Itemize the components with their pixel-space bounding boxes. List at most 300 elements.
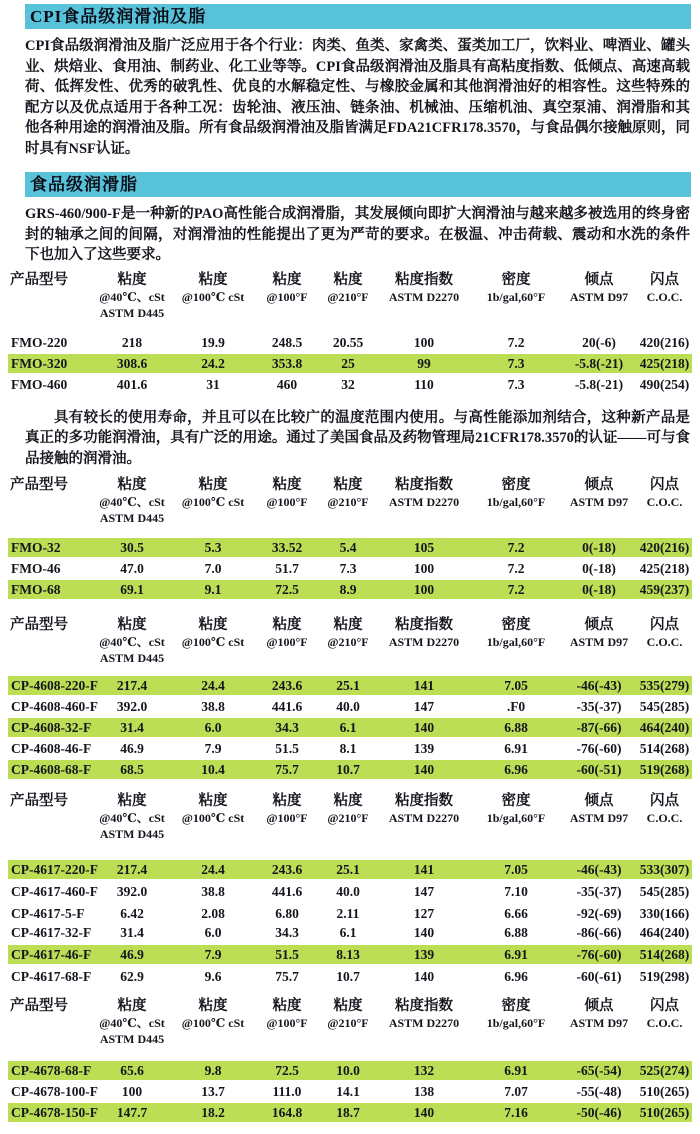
- column-header-line: ASTM D97: [569, 495, 629, 509]
- table-cell: 20(-6): [582, 334, 616, 350]
- table-cell: 8.13: [336, 947, 360, 962]
- column-header: [8, 272, 93, 289]
- table-body: [8, 860, 692, 986]
- column-header-line: @40℃、cSt: [99, 635, 165, 649]
- product-model: FMO-68: [11, 582, 61, 597]
- column-header-line: @210°F: [327, 811, 369, 825]
- column-header-line: 粘度: [333, 477, 363, 493]
- column-header-line: 粘度: [333, 793, 363, 809]
- table-cell: 9.1: [204, 582, 222, 597]
- column-header: [319, 998, 377, 1031]
- table-cell: 31: [206, 376, 220, 392]
- table-cell: 18.2: [201, 1105, 225, 1120]
- table-cell: 6.88: [504, 720, 528, 735]
- product-model: CP-4617-460-F: [11, 884, 98, 899]
- table-cell: 9.6: [204, 969, 222, 984]
- table-cell: 2.11: [336, 906, 360, 921]
- column-header: [171, 272, 255, 305]
- table-cell: -50(-46): [576, 1105, 622, 1120]
- table-cell: 38.8: [201, 699, 225, 714]
- table-cell: 6.0: [204, 925, 222, 940]
- table-cell: 218: [121, 334, 143, 350]
- column-header-line: @210°F: [327, 635, 369, 649]
- table-cell: 8.1: [339, 741, 357, 756]
- product-model: CP-4678-150-F: [11, 1105, 98, 1120]
- column-header-line: @210°F: [327, 1016, 369, 1030]
- column-header: [471, 793, 561, 826]
- table-cell: 111.0: [272, 1084, 302, 1099]
- table-cell: 47.0: [120, 561, 144, 576]
- table-cell: 0(-18): [582, 582, 616, 597]
- table-cell: 32: [341, 376, 355, 392]
- column-header: [377, 998, 471, 1031]
- column-header-line: 粘度: [198, 477, 228, 493]
- spec-table-cp4678: [8, 998, 692, 1122]
- column-header: [255, 998, 319, 1031]
- table-cell: 464(240): [639, 720, 690, 735]
- table-cell: 25.1: [336, 862, 360, 877]
- column-header: [377, 272, 471, 305]
- table-cell: 139: [413, 947, 435, 962]
- table-cell: 6.1: [339, 925, 357, 940]
- column-header: [561, 998, 637, 1031]
- table-body: [8, 333, 692, 394]
- column-header-line: 闪点: [650, 477, 679, 493]
- column-header-line: C.O.C.: [646, 635, 683, 649]
- table-cell: 425(218): [639, 561, 690, 576]
- column-header-line: 闪点: [650, 998, 679, 1014]
- product-model: CP-4678-100-F: [11, 1084, 98, 1099]
- table-header-row: [8, 617, 692, 666]
- table-cell: 510(265): [639, 1084, 690, 1099]
- table-cell: 0(-18): [582, 561, 616, 576]
- table-cell: -60(-51): [576, 762, 622, 777]
- table-cell: 420(216): [639, 540, 690, 555]
- table-cell: 33.52: [271, 540, 303, 555]
- table-cell: -46(-43): [576, 862, 622, 877]
- table-cell: -65(-54): [576, 1063, 622, 1078]
- column-header-line: 倾点: [584, 477, 614, 493]
- table-cell: 7.3: [507, 355, 525, 371]
- column-header: [561, 272, 637, 305]
- table-body: [8, 676, 692, 779]
- table-body: [8, 538, 692, 599]
- column-header: [637, 998, 692, 1031]
- column-header-line: 密度: [501, 793, 531, 809]
- column-header-line: 倾点: [584, 998, 614, 1014]
- table-row: [8, 904, 692, 923]
- table-row: [8, 923, 692, 942]
- table-cell: 5.4: [339, 540, 357, 555]
- column-header-line: @40℃、cSt: [99, 495, 165, 509]
- table-cell: -5.8(-21): [574, 355, 624, 371]
- table-cell: 132: [413, 1063, 435, 1078]
- table-cell: .F0: [506, 699, 526, 714]
- column-header-line: @100℃ cSt: [181, 289, 245, 304]
- column-header-line: ASTM D97: [569, 811, 629, 825]
- table-cell: 34.3: [275, 925, 299, 940]
- table-cell: 330(166): [639, 906, 690, 921]
- table-cell: 25: [341, 355, 355, 371]
- column-header-line: 闪点: [650, 617, 679, 633]
- column-header-line: ASTM D97: [569, 289, 629, 304]
- table-cell: 2.08: [201, 906, 225, 921]
- table-row: [8, 1061, 692, 1080]
- column-header: [561, 793, 637, 826]
- column-header: [93, 793, 171, 842]
- product-model: CP-4617-5-F: [11, 906, 85, 921]
- table-cell: 6.91: [504, 947, 528, 962]
- table-cell: 46.9: [120, 741, 144, 756]
- product-model: CP-4608-220-F: [11, 678, 98, 693]
- table-row: [8, 860, 692, 879]
- column-header-line: 密度: [501, 617, 531, 633]
- column-header: [319, 477, 377, 510]
- column-header: [377, 793, 471, 826]
- column-header: [255, 272, 319, 305]
- column-header-line: 闪点: [650, 793, 679, 809]
- column-header-line: 粘度: [333, 617, 363, 633]
- table-cell: -35(-37): [576, 699, 622, 714]
- table-cell: 100: [413, 561, 435, 576]
- table-cell: 7.05: [504, 862, 528, 877]
- table-cell: 24.2: [201, 355, 225, 371]
- table-cell: 24.4: [201, 678, 225, 693]
- column-header-line: 粘度: [198, 617, 228, 633]
- column-header-line: 产品型号: [10, 617, 68, 633]
- table-row: [8, 882, 692, 901]
- table-row: [8, 333, 692, 352]
- column-header-line: ASTM D445: [99, 511, 165, 525]
- product-model: CP-4608-46-F: [11, 741, 92, 756]
- product-model: CP-4608-68-F: [11, 762, 92, 777]
- table-cell: 425(218): [639, 355, 690, 371]
- table-cell: 31.4: [120, 925, 144, 940]
- column-header: [637, 617, 692, 650]
- column-header: [8, 998, 93, 1015]
- table-cell: 7.3: [507, 376, 525, 392]
- column-header-line: 产品型号: [10, 477, 68, 493]
- table-cell: 6.0: [204, 720, 222, 735]
- table-cell: 24.4: [201, 862, 225, 877]
- table-cell: 6.96: [504, 969, 528, 984]
- table-cell: 65.6: [120, 1063, 144, 1078]
- table-cell: 545(285): [639, 699, 690, 714]
- table-cell: 10.7: [336, 969, 360, 984]
- column-header: [471, 272, 561, 305]
- column-header-line: ASTM D2270: [388, 289, 460, 304]
- table-cell: 75.7: [275, 969, 299, 984]
- product-model: CP-4608-32-F: [11, 720, 92, 735]
- column-header-line: @40℃、cSt: [99, 811, 165, 825]
- column-header-line: 粘度: [198, 793, 228, 809]
- column-header-line: 粘度: [272, 617, 302, 633]
- column-header-line: C.O.C.: [646, 1016, 683, 1030]
- table-cell: 51.5: [275, 947, 299, 962]
- table-cell: 6.91: [504, 741, 528, 756]
- table-cell: 308.6: [116, 355, 148, 371]
- column-header: [93, 272, 171, 321]
- table-cell: 533(307): [639, 862, 690, 877]
- product-model: FMO-460: [11, 376, 68, 392]
- table-cell: 7.9: [204, 741, 222, 756]
- table-cell: 147: [413, 699, 435, 714]
- table-cell: 147: [413, 884, 435, 899]
- column-header-line: 粘度: [333, 271, 363, 288]
- spec-table-cp4608: [8, 617, 692, 779]
- column-header-line: 粘度指数: [395, 617, 453, 633]
- column-header: [8, 477, 93, 494]
- table-row: [8, 760, 692, 779]
- column-header-line: 粘度: [117, 793, 147, 809]
- column-header-line: 闪点: [650, 271, 679, 288]
- table-cell: 13.7: [201, 1084, 225, 1099]
- table-cell: 139: [413, 741, 435, 756]
- table-cell: 7.2: [507, 334, 525, 350]
- column-header: [93, 477, 171, 526]
- table-cell: 519(268): [639, 762, 690, 777]
- table-cell: 6.96: [504, 762, 528, 777]
- table-cell: -55(-48): [576, 1084, 622, 1099]
- table-cell: 140: [413, 720, 435, 735]
- table-cell: 9.8: [204, 1063, 222, 1078]
- column-header: [171, 617, 255, 650]
- table-cell: 392.0: [116, 884, 148, 899]
- column-header-line: @100°F: [266, 495, 308, 509]
- table-cell: 18.7: [336, 1105, 360, 1120]
- table-cell: 514(268): [639, 741, 690, 756]
- table-row: [8, 559, 692, 578]
- table-cell: 510(265): [639, 1105, 690, 1120]
- product-model: CP-4608-460-F: [11, 699, 98, 714]
- table-cell: 353.8: [271, 355, 303, 371]
- table-cell: -35(-37): [576, 884, 622, 899]
- column-header-line: ASTM D445: [99, 305, 165, 320]
- table-cell: 248.5: [271, 334, 303, 350]
- table-row: [8, 375, 692, 394]
- product-model: FMO-320: [11, 355, 68, 371]
- column-header: [637, 793, 692, 826]
- product-model: CP-4617-32-F: [11, 925, 92, 940]
- column-header-line: ASTM D97: [569, 1016, 629, 1030]
- table-row: [8, 697, 692, 716]
- table-cell: 140: [413, 762, 435, 777]
- column-header: [171, 793, 255, 826]
- column-header: [377, 477, 471, 510]
- table-cell: 38.8: [201, 884, 225, 899]
- table-cell: 6.66: [504, 906, 528, 921]
- column-header: [471, 998, 561, 1031]
- column-header-line: 密度: [501, 271, 531, 288]
- column-header-line: @100°F: [266, 635, 308, 649]
- table-cell: 519(298): [639, 969, 690, 984]
- column-header-line: @40℃、cSt: [99, 289, 165, 304]
- column-header-line: ASTM D445: [99, 1032, 165, 1046]
- table-cell: 72.5: [275, 582, 299, 597]
- table-cell: 7.05: [504, 678, 528, 693]
- column-header-line: 倾点: [584, 271, 614, 288]
- table-cell: 6.80: [275, 906, 299, 921]
- column-header-line: ASTM D2270: [388, 635, 460, 649]
- table-cell: 40.0: [336, 699, 360, 714]
- column-header-line: 粘度指数: [395, 477, 453, 493]
- table-cell: 7.07: [504, 1084, 528, 1099]
- table-header-row: [8, 477, 692, 526]
- column-header-line: 1b/gal,60°F: [486, 811, 546, 825]
- table-cell: 6.42: [120, 906, 144, 921]
- column-header-line: 粘度: [198, 998, 228, 1014]
- column-header: [471, 617, 561, 650]
- table-cell: 7.2: [507, 540, 525, 555]
- column-header: [8, 793, 93, 810]
- table-cell: 147.7: [116, 1105, 148, 1120]
- table-cell: -46(-43): [576, 678, 622, 693]
- column-header-line: @40℃、cSt: [99, 1016, 165, 1030]
- product-model: FMO-220: [11, 334, 68, 350]
- table-body: [8, 1061, 692, 1122]
- table-cell: -76(-60): [576, 947, 622, 962]
- product-model: FMO-46: [11, 561, 61, 576]
- table-cell: 6.88: [504, 925, 528, 940]
- column-header: [255, 617, 319, 650]
- column-header-line: 粘度: [117, 998, 147, 1014]
- column-header-line: 粘度: [117, 617, 147, 633]
- table-row: [8, 967, 692, 986]
- column-header: [8, 617, 93, 634]
- table-row: [8, 538, 692, 557]
- column-header-line: 产品型号: [10, 998, 68, 1014]
- table-cell: -87(-66): [576, 720, 622, 735]
- table-cell: 6.91: [504, 1063, 528, 1078]
- table-cell: 14.1: [336, 1084, 360, 1099]
- table-cell: 243.6: [271, 862, 303, 877]
- table-cell: 40.0: [336, 884, 360, 899]
- table-cell: -5.8(-21): [574, 376, 624, 392]
- column-header: [561, 617, 637, 650]
- table-cell: 140: [413, 1105, 435, 1120]
- grease-section-title: 食品级润滑脂: [30, 175, 138, 194]
- section-title-bar-oils: [25, 4, 691, 29]
- table-cell: 75.7: [275, 762, 299, 777]
- table-cell: 105: [413, 540, 435, 555]
- product-model: CP-4617-46-F: [11, 947, 92, 962]
- page-title: CPI食品级润滑油及脂: [30, 7, 207, 26]
- table-cell: 392.0: [116, 699, 148, 714]
- table-cell: 100: [413, 334, 435, 350]
- grease-paragraph: GRS-460/900-F是一种新的PAO高性能合成润滑脂，其发展倾向即扩大润滑油与越来越多被选用的终身密封的轴承之间的间隔，对润滑油的性能提出了更为严苛的要求。在极温、冲击荷载、震动和水洗的条件下也加入了这些要求。: [25, 206, 690, 263]
- column-header: [255, 793, 319, 826]
- column-header-line: @210°F: [327, 289, 369, 304]
- column-header-line: C.O.C.: [646, 811, 683, 825]
- table-header-row: [8, 793, 692, 842]
- table-cell: 441.6: [271, 699, 303, 714]
- column-header: [93, 998, 171, 1047]
- column-header-line: 粘度: [272, 998, 302, 1014]
- fmo-note-paragraph: 具有较长的使用寿命，并且可以在比较广的温度范围内使用。与高性能添加剂结合，这种新产品是真正的多功能润滑油，具有广泛的用途。通过了美国食品及药物管理局21CFR178.3570的认证——可与食品接触的润滑油。: [25, 409, 690, 467]
- table-cell: 401.6: [116, 376, 148, 392]
- table-cell: 20.55: [332, 334, 364, 350]
- column-header-line: 倾点: [584, 793, 614, 809]
- column-header-line: 1b/gal,60°F: [486, 495, 546, 509]
- table-cell: 138: [413, 1084, 435, 1099]
- column-header-line: 粘度: [272, 271, 302, 288]
- table-cell: 7.2: [507, 582, 525, 597]
- table-cell: 68.5: [120, 762, 144, 777]
- table-cell: 141: [413, 862, 435, 877]
- table-cell: 127: [413, 906, 435, 921]
- column-header-line: 粘度: [117, 477, 147, 493]
- table-cell: 31.4: [120, 720, 144, 735]
- column-header-line: ASTM D97: [569, 635, 629, 649]
- column-header-line: ASTM D2270: [388, 811, 460, 825]
- table-cell: 164.8: [271, 1105, 303, 1120]
- table-cell: 217.4: [116, 862, 148, 877]
- table-cell: 0(-18): [582, 540, 616, 555]
- table-cell: 514(268): [639, 947, 690, 962]
- table-cell: -92(-69): [576, 906, 622, 921]
- column-header: [637, 272, 692, 305]
- column-header: [377, 617, 471, 650]
- column-header: [637, 477, 692, 510]
- table-cell: 7.16: [504, 1105, 528, 1120]
- column-header: [171, 998, 255, 1031]
- table-cell: 46.9: [120, 947, 144, 962]
- product-model: CP-4617-220-F: [11, 862, 98, 877]
- column-header-line: @100℃ cSt: [181, 495, 245, 509]
- table-cell: 6.1: [339, 720, 357, 735]
- table-row: [8, 580, 692, 599]
- table-row: [8, 945, 692, 964]
- column-header: [319, 617, 377, 650]
- table-cell: 464(240): [639, 925, 690, 940]
- column-header-line: @100°F: [266, 811, 308, 825]
- table-cell: -86(-66): [576, 925, 622, 940]
- table-header-row: [8, 272, 692, 321]
- table-cell: 99: [417, 355, 431, 371]
- column-header-line: ASTM D2270: [388, 1016, 460, 1030]
- table-cell: -76(-60): [576, 741, 622, 756]
- column-header-line: 产品型号: [10, 271, 68, 288]
- column-header-line: C.O.C.: [646, 289, 683, 304]
- table-row: [8, 718, 692, 737]
- table-cell: 5.3: [204, 540, 222, 555]
- table-cell: 69.1: [120, 582, 144, 597]
- table-cell: 525(274): [639, 1063, 690, 1078]
- table-cell: 34.3: [275, 720, 299, 735]
- column-header-line: 粘度指数: [395, 998, 453, 1014]
- table-cell: -60(-61): [576, 969, 622, 984]
- table-cell: 7.2: [507, 561, 525, 576]
- table-cell: 140: [413, 925, 435, 940]
- column-header-line: @100℃ cSt: [181, 635, 245, 649]
- table-cell: 7.3: [339, 561, 357, 576]
- column-header: [561, 477, 637, 510]
- table-cell: 72.5: [275, 1063, 299, 1078]
- table-cell: 62.9: [120, 969, 144, 984]
- column-header-line: 密度: [501, 998, 531, 1014]
- table-cell: 7.9: [204, 947, 222, 962]
- table-cell: 490(254): [639, 376, 690, 392]
- column-header-line: ASTM D445: [99, 651, 165, 665]
- table-cell: 459(237): [639, 582, 690, 597]
- table-cell: 420(216): [639, 334, 690, 350]
- column-header-line: 倾点: [584, 617, 614, 633]
- table-cell: 7.10: [504, 884, 528, 899]
- column-header-line: 1b/gal,60°F: [486, 1016, 546, 1030]
- table-cell: 441.6: [271, 884, 303, 899]
- column-header-line: 密度: [501, 477, 531, 493]
- intro-paragraph: CPI食品级润滑油及脂广泛应用于各个行业：肉类、鱼类、家禽类、蛋类加工厂，饮料业、啤酒业、罐头业、烘焙业、食用油、制药业、化工业等等。CPI食品级润滑油及脂具有高粘度指数、低倾点、高速高载荷、低挥发性、优秀的破乳性、优良的水解稳定性、与橡胶金属和其他润滑油好的相容性。这些特殊的配方以及优点适用于各种工况：齿轮油、液压油、链条油、机械油、压缩机油、真空泵浦、润滑脂和其他各种用途的润滑油及脂。所有食品级润滑油及脂皆满足FDA21CFR178.3570，与食品偶尔接触原则，同时具有NSF认证。: [25, 38, 690, 157]
